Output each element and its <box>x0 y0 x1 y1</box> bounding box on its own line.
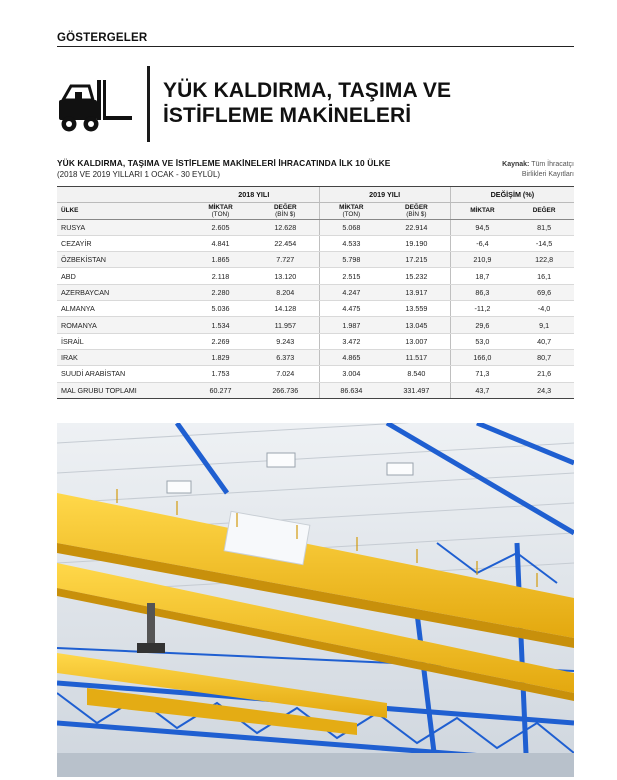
cell-2019-val: 13.559 <box>383 301 450 317</box>
cell-change-val: 69,6 <box>514 284 574 300</box>
table-row <box>57 219 574 235</box>
cell-2019-qty: 4.247 <box>319 284 383 300</box>
table-row <box>57 284 574 300</box>
cell-2019-val: 19.190 <box>383 235 450 251</box>
cell-2019-qty: 1.987 <box>319 317 383 333</box>
cell-2019-val: 331.497 <box>383 382 450 398</box>
cell-2018-qty: 1.534 <box>189 317 252 333</box>
cell-2019-qty: 5.798 <box>319 252 383 268</box>
cell-2019-qty: 86.634 <box>319 382 383 398</box>
cell-country: ÖZBEKİSTAN <box>57 252 189 268</box>
page-title-line1: YÜK KALDIRMA, TAŞIMA VE <box>163 79 452 102</box>
cell-change-qty: 29,6 <box>450 317 514 333</box>
col-2018-val-top: DEĞER <box>273 203 297 211</box>
cell-2019-val: 11.517 <box>383 349 450 365</box>
cell-change-val: -14,5 <box>514 235 574 251</box>
col-2018-qty-unit: (TON) <box>211 210 230 218</box>
table-body <box>57 219 574 398</box>
cell-2018-val: 11.957 <box>252 317 319 333</box>
cell-change-val: 9,1 <box>514 317 574 333</box>
cell-2018-qty: 5.036 <box>189 301 252 317</box>
cell-2018-val: 266.736 <box>252 382 319 398</box>
cell-country: IRAK <box>57 349 189 365</box>
cell-change-val: 80,7 <box>514 349 574 365</box>
cell-country: İSRAİL <box>57 333 189 349</box>
forklift-icon <box>57 78 135 134</box>
col-2019-qty-top: MİKTAR <box>339 203 364 211</box>
cell-change-qty: 86,3 <box>450 284 514 300</box>
section-rule <box>57 46 574 47</box>
header-2018: 2018 YILI <box>189 187 319 203</box>
table-row <box>57 333 574 349</box>
table-row <box>57 317 574 333</box>
cell-change-qty: 210,9 <box>450 252 514 268</box>
cell-country: ALMANYA <box>57 301 189 317</box>
cell-change-qty: 94,5 <box>450 219 514 235</box>
cell-2019-qty: 5.068 <box>319 219 383 235</box>
col-2019-val-unit: (BİN $) <box>406 210 427 218</box>
cell-2018-val: 14.128 <box>252 301 319 317</box>
cell-2018-qty: 60.277 <box>189 382 252 398</box>
cell-2019-qty: 4.533 <box>319 235 383 251</box>
col-2018-qty <box>189 203 252 219</box>
page-title-line2: İSTİFLEME MAKİNELERİ <box>163 104 412 127</box>
cell-2019-qty: 3.472 <box>319 333 383 349</box>
cell-change-val: 81,5 <box>514 219 574 235</box>
col-2019-qty-unit: (TON) <box>342 210 361 218</box>
cell-change-val: 40,7 <box>514 333 574 349</box>
cell-2019-qty: 4.475 <box>319 301 383 317</box>
cell-2019-val: 15.232 <box>383 268 450 284</box>
cell-country: CEZAYİR <box>57 235 189 251</box>
cell-change-qty: 71,3 <box>450 366 514 382</box>
cell-change-qty: 166,0 <box>450 349 514 365</box>
table-row <box>57 366 574 382</box>
cell-2018-val: 9.243 <box>252 333 319 349</box>
title-block <box>57 66 574 144</box>
cell-country: SUUDİ ARABİSTAN <box>57 366 189 382</box>
col-2018-val <box>252 203 319 219</box>
cell-2018-val: 6.373 <box>252 349 319 365</box>
table-row <box>57 252 574 268</box>
table-row <box>57 301 574 317</box>
cell-2018-val: 7.024 <box>252 366 319 382</box>
cell-country: RUSYA <box>57 219 189 235</box>
cell-2018-qty: 2.280 <box>189 284 252 300</box>
cell-2018-qty: 1.865 <box>189 252 252 268</box>
cell-2018-val: 22.454 <box>252 235 319 251</box>
cell-2019-val: 17.215 <box>383 252 450 268</box>
cell-2019-qty: 4.865 <box>319 349 383 365</box>
col-2019-val <box>383 203 450 219</box>
cell-2018-val: 13.120 <box>252 268 319 284</box>
header-country-spacer <box>57 187 189 203</box>
cell-2019-val: 13.045 <box>383 317 450 333</box>
cell-2018-qty: 2.118 <box>189 268 252 284</box>
cell-2019-qty: 3.004 <box>319 366 383 382</box>
cell-2019-qty: 2.515 <box>319 268 383 284</box>
table-subtitle: (2018 VE 2019 YILLARI 1 OCAK - 30 EYLÜL) <box>57 170 221 179</box>
cell-2018-qty: 2.605 <box>189 219 252 235</box>
cell-change-val: -4,0 <box>514 301 574 317</box>
cell-2018-qty: 1.829 <box>189 349 252 365</box>
cell-change-qty: 18,7 <box>450 268 514 284</box>
header-change: DEĞİŞİM (%) <box>450 187 574 203</box>
cell-change-val: 16,1 <box>514 268 574 284</box>
col-2019-qty <box>319 203 383 219</box>
cell-2018-val: 12.628 <box>252 219 319 235</box>
cell-2018-val: 7.727 <box>252 252 319 268</box>
cell-2019-val: 13.917 <box>383 284 450 300</box>
col-2019-val-top: DEĞER <box>405 203 428 211</box>
section-label: GÖSTERGELER <box>57 32 148 44</box>
col-change-val: DEĞER <box>514 203 574 219</box>
col-2018-qty-top: MİKTAR <box>208 203 233 211</box>
table-title: YÜK KALDIRMA, TAŞIMA VE İSTİFLEME MAKİNELERİ İHRACATINDA İLK 10 ÜLKE <box>57 158 391 168</box>
cell-2019-val: 22.914 <box>383 219 450 235</box>
cell-country: MAL GRUBU TOPLAMI <box>57 382 189 398</box>
cell-country: ABD <box>57 268 189 284</box>
cell-country: AZERBAYCAN <box>57 284 189 300</box>
cell-2018-qty: 1.753 <box>189 366 252 382</box>
cell-change-val: 122,8 <box>514 252 574 268</box>
col-2018-val-unit: (BİN $) <box>275 210 296 218</box>
cell-change-qty: 53,0 <box>450 333 514 349</box>
table-row <box>57 235 574 251</box>
cell-change-val: 21,6 <box>514 366 574 382</box>
table-row <box>57 268 574 284</box>
overhead-crane-photo <box>57 423 574 777</box>
cell-country: ROMANYA <box>57 317 189 333</box>
cell-change-qty: -11,2 <box>450 301 514 317</box>
source-label: Kaynak: <box>502 161 530 168</box>
cell-change-qty: -6,4 <box>450 235 514 251</box>
cell-change-qty: 43,7 <box>450 382 514 398</box>
cell-2019-val: 8.540 <box>383 366 450 382</box>
page-title <box>163 78 451 128</box>
table-row <box>57 349 574 365</box>
table-row-total <box>57 382 574 398</box>
table-heading <box>57 158 574 179</box>
cell-2018-qty: 2.269 <box>189 333 252 349</box>
cell-2018-val: 8.204 <box>252 284 319 300</box>
source-text2: Birlikleri Kayıtları <box>521 171 574 178</box>
export-table <box>57 186 574 399</box>
cell-2019-val: 13.007 <box>383 333 450 349</box>
cell-2018-qty: 4.841 <box>189 235 252 251</box>
cell-change-val: 24,3 <box>514 382 574 398</box>
col-change-qty: MİKTAR <box>450 203 514 219</box>
header-2019: 2019 YILI <box>319 187 450 203</box>
title-divider <box>147 66 150 142</box>
col-country: ÜLKE <box>57 203 189 219</box>
source-text1: Tüm İhracatçı <box>531 161 574 168</box>
table-source <box>502 160 574 180</box>
